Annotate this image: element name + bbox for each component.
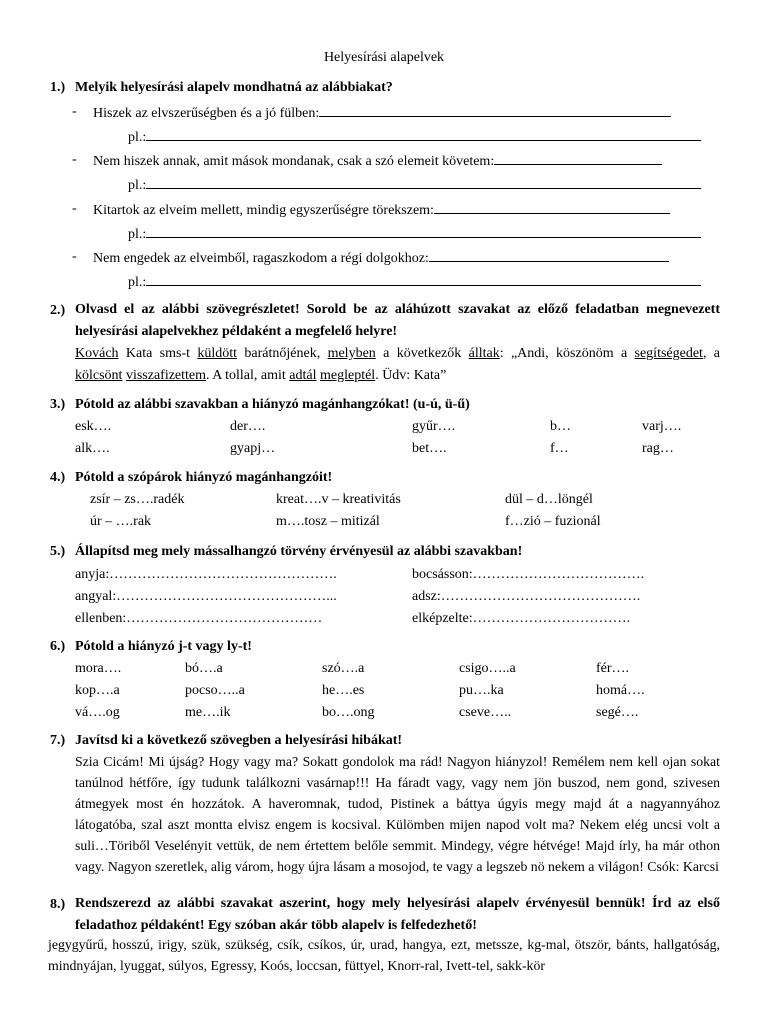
q5-question: Állapítsd meg mely mássalhangzó törvény érvényesül az alábbi szavakban!	[75, 544, 523, 559]
word-pair[interactable]: úr – ….rak	[90, 514, 152, 529]
word-blank[interactable]: me….ik	[185, 705, 231, 720]
q1-item-3: Kitartok az elveim mellett, mindig egyszerűségre törekszem:	[93, 201, 670, 219]
answer-line[interactable]	[146, 273, 701, 286]
q1-item-3-dash: -	[72, 201, 77, 216]
answer-line[interactable]	[494, 152, 662, 165]
word-answer[interactable]: angyal:………………………………………...	[75, 589, 337, 604]
page-title: Helyesírási alapelvek	[323, 50, 445, 65]
word-blank[interactable]: he….es	[322, 683, 365, 698]
word-pair[interactable]: dül – d…löngél	[505, 492, 593, 507]
q7-question: Javítsd ki a következő szövegben a helyesírási hibákat!	[75, 733, 403, 748]
q1-item-2-pl: pl.:	[128, 176, 701, 194]
q1-item-4: Nem engedek az elveimből, ragaszkodom a régi dolgokhoz:	[93, 249, 669, 267]
q6-question: Pótold a hiányzó j-t vagy ly-t!	[75, 639, 252, 654]
word-pair[interactable]: kreat….v – kreativitás	[276, 492, 401, 507]
word-blank[interactable]: csigo…..a	[459, 661, 516, 676]
word-pair[interactable]: zsír – zs….radék	[90, 492, 185, 507]
word-answer[interactable]: bocsásson:……………………………….	[412, 567, 645, 582]
q8-question: Rendszerezd az alábbi szavakat aszerint, hogy mely helyesírási alapelv érvényesül bennük! Írd az első feladathoz példaként! Egy szóban akár több alapelv is felfedezhető!	[75, 896, 720, 933]
word-answer[interactable]: adsz:…………………………………….	[412, 589, 641, 604]
q6-number: 6.)	[50, 639, 66, 654]
word-blank[interactable]: mora….	[75, 661, 122, 676]
q3-question: Pótold az alábbi szavakban a hiányzó magánhangzókat! (u-ú, ü-ű)	[75, 397, 470, 412]
q1-item-4-dash: -	[72, 249, 77, 264]
word-blank[interactable]: bet….	[412, 441, 447, 456]
word-blank[interactable]: bo….ong	[322, 705, 375, 720]
word-blank[interactable]: esk….	[75, 419, 112, 434]
q2-passage: Kovách Kata sms-t küldött barátnőjének, melyben a következők álltak: „Andi, köszönöm a segítségedet, a kölcsönt visszafizettem. A tollal, amit adtál megleptél. Üdv: Kata”	[75, 346, 721, 383]
word-pair[interactable]: m….tosz – mitizál	[276, 514, 380, 529]
q7-passage[interactable]: Szia Cicám! Mi újság? Hogy vagy ma? Sokatt gondolok ma rád! Nagyon hiányzol! Remélem nem kell ojan sokat tanúlnod hétfőre, így tudunk találkozni vasárnap!!! Ha fáradt vagy, vagy nem jön buszod, nem gond, szivesen átmegyek most én hozzátok. A haveromnak, tudod, Pistinek a báttya úgyis megy majd át a nagyannyához látogatóba, szal aszt montta elvisz engem is kocsival. Külömben mijen napod volt ma? Nekem elég uncsi volt a suli…Töriből Veselényit vettük, de nem értettem belőle semmit. Mindegy, végre hétvége! Majd írly, ha már othon vagy. Nagyon szeretlek, alig várom, hogy újra lásam a mosojod, te vagy a legszeb nö nekem a világon! Csók: Karcsi	[75, 754, 720, 875]
word-answer[interactable]: elképzelte:…………………………….	[412, 611, 631, 626]
word-blank[interactable]: szó….a	[322, 661, 365, 676]
q1-item-1-dash: -	[72, 104, 77, 119]
answer-line[interactable]	[429, 249, 669, 262]
word-blank[interactable]: varj….	[642, 419, 682, 434]
q5-number: 5.)	[50, 544, 66, 559]
q4-number: 4.)	[50, 470, 66, 485]
word-answer[interactable]: anyja:………………………………………….	[75, 567, 337, 582]
word-blank[interactable]: fér….	[596, 661, 630, 676]
word-blank[interactable]: pocso…..a	[185, 683, 245, 698]
word-blank[interactable]: rag…	[642, 441, 674, 456]
q2-number: 2.)	[50, 303, 66, 318]
word-blank[interactable]: b…	[550, 419, 571, 434]
answer-line[interactable]	[319, 104, 671, 117]
q3-number: 3.)	[50, 397, 66, 412]
word-blank[interactable]: der….	[230, 419, 266, 434]
word-blank[interactable]: f…	[550, 441, 569, 456]
word-blank[interactable]: cseve…..	[459, 705, 512, 720]
q4-question: Pótold a szópárok hiányzó magánhangzóit!	[75, 470, 333, 485]
word-answer[interactable]: ellenben:……………………………………	[75, 611, 323, 626]
q1-question: Melyik helyesírási alapelv mondhatná az alábbiakat?	[75, 80, 393, 95]
answer-line[interactable]	[146, 128, 701, 141]
word-blank[interactable]: segé….	[596, 705, 639, 720]
word-blank[interactable]: homá….	[596, 683, 645, 698]
q8-word-list: jegygyűrű, hosszú, irigy, szük, szükség, csík, csíkos, úr, urad, hangya, ezt, metssze, kg-mal, ötször, bánts, hallgatóság, mindnyájan, lyuggat, súlyos, Egressy, Koós, loccsan, füttyel, Knorr-ral, Ivett-tel, sakk-kör	[48, 937, 720, 973]
word-pair[interactable]: f…zió – fuzionál	[505, 514, 601, 529]
q2-question: Olvasd el az alábbi szövegrészletet! Sorold be az aláhúzott szavakat az előző feladatban megnevezett helyesírási alapelvekhez példaként a megfelelő helyre!	[75, 302, 720, 339]
word-blank[interactable]: gyűr….	[412, 419, 456, 434]
word-blank[interactable]: kop….a	[75, 683, 120, 698]
q1-item-1-pl: pl.:	[128, 128, 701, 146]
word-blank[interactable]: pu….ka	[459, 683, 504, 698]
q1-item-4-pl: pl.:	[128, 273, 701, 291]
word-blank[interactable]: vá….og	[75, 705, 120, 720]
word-blank[interactable]: bó….a	[185, 661, 223, 676]
answer-line[interactable]	[434, 201, 670, 214]
q1-item-3-pl: pl.:	[128, 225, 701, 243]
q1-item-1: Hiszek az elvszerűségben és a jó fülben:	[93, 104, 671, 122]
answer-line[interactable]	[146, 176, 701, 189]
q7-number: 7.)	[50, 733, 66, 748]
q1-number: 1.)	[50, 80, 66, 95]
q1-item-2: Nem hiszek annak, amit mások mondanak, csak a szó elemeit követem:	[93, 152, 662, 170]
word-blank[interactable]: alk….	[75, 441, 110, 456]
q8-number: 8.)	[50, 897, 66, 912]
answer-line[interactable]	[146, 225, 701, 238]
word-blank[interactable]: gyapj…	[230, 441, 276, 456]
q1-item-2-dash: -	[72, 152, 77, 167]
